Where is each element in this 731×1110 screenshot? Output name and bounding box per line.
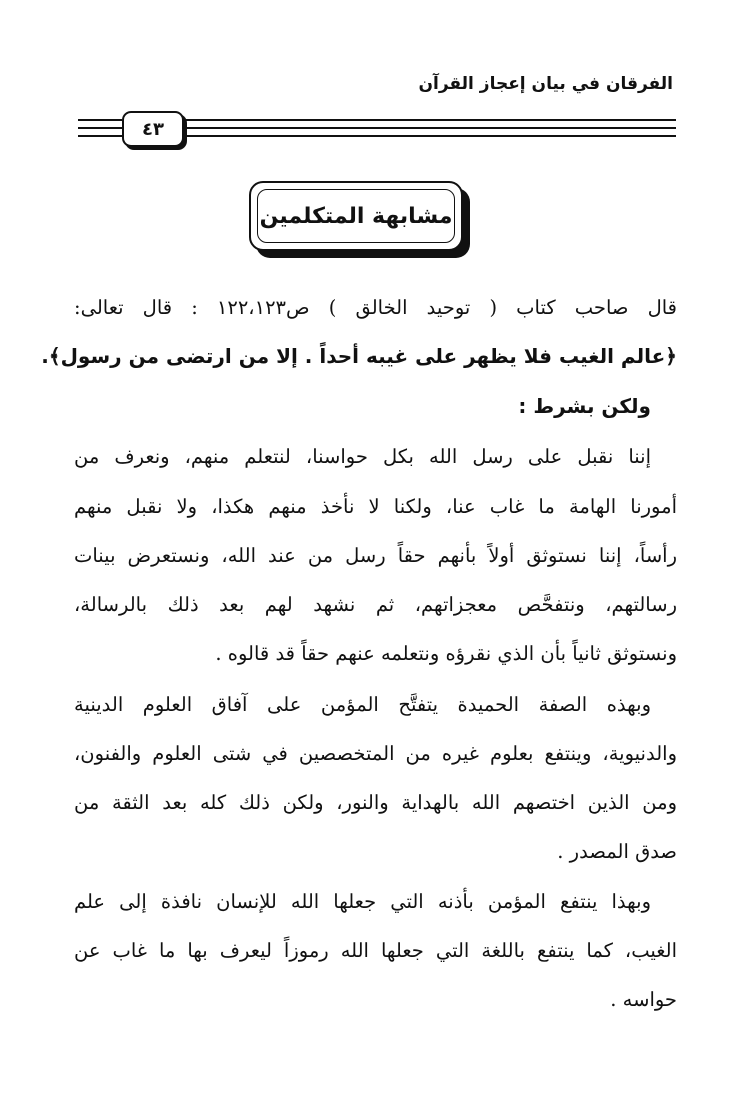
quran-verse-line: ﴿عالم الغيب فلا يظهر على غيبه أحداً . إلا من ارتضى من رسول﴾. (41, 344, 677, 368)
header-rule-line (182, 127, 676, 129)
header-rule-line (182, 135, 676, 137)
body-line-9: وبهذه الصفة الحميدة يتفتَّح المؤمن على آفاق العلوم الدينية (74, 693, 651, 716)
body-line-5: أمورنا الهامة ما غاب عنا، ولكنا لا نأخذ منهم هكذا، ولا نقبل منهم (74, 495, 677, 518)
body-line-8: ونستوثق ثانياً بأن الذي نقرؤه ونتعلمه عنهم حقاً قد قالوه . (215, 642, 677, 665)
header-rule-line (182, 119, 676, 121)
body-line-1: قال صاحب كتاب ( توحيد الخالق ) ص١٢٢،١٢٣ : قال تعالى: (74, 296, 677, 319)
page-number: ٤٣ (122, 111, 184, 147)
running-head-title: الفرقان في بيان إعجاز القرآن (418, 74, 673, 94)
header-rule-line (78, 135, 122, 137)
body-line-14: الغيب، كما ينتفع باللغة التي جعلها الله رموزاً ليعرف بها ما غاب عن (74, 939, 677, 962)
header-rule-line (78, 119, 122, 121)
body-line-11: ومن الذين اختصهم الله بالهداية والنور، ولكن ذلك كله بعد الثقة من (74, 791, 677, 814)
body-line-6: رأساً، إننا نستوثق أولاً بأنهم حقاً رسل من عند الله، ونستعرض بينات (74, 544, 677, 567)
section-title: مشابهة المتكلمين (257, 189, 455, 243)
body-line-15: حواسه . (610, 988, 677, 1011)
body-line-7: رسالتهم، ونتفحَّص معجزاتهم، ثم نشهد لهم بعد ذلك بالرسالة، (74, 593, 677, 616)
header-rule-ornament (78, 111, 676, 145)
body-line-4: إننا نقبل على رسل الله بكل حواسنا، لنتعلم منهم، ونعرف من (74, 445, 651, 468)
body-line-12: صدق المصدر . (557, 840, 677, 863)
body-line-13: وبهذا ينتفع المؤمن بأذنه التي جعلها الله للإنسان نافذة إلى علم (74, 890, 651, 913)
header-rule-line (78, 127, 122, 129)
section-title-frame (249, 181, 463, 251)
body-line-10: والدنيوية، وينتفع بعلوم غيره من المتخصصين في شتى العلوم والفنون، (74, 742, 677, 765)
subheading-line: ولكن بشرط : (518, 394, 651, 418)
